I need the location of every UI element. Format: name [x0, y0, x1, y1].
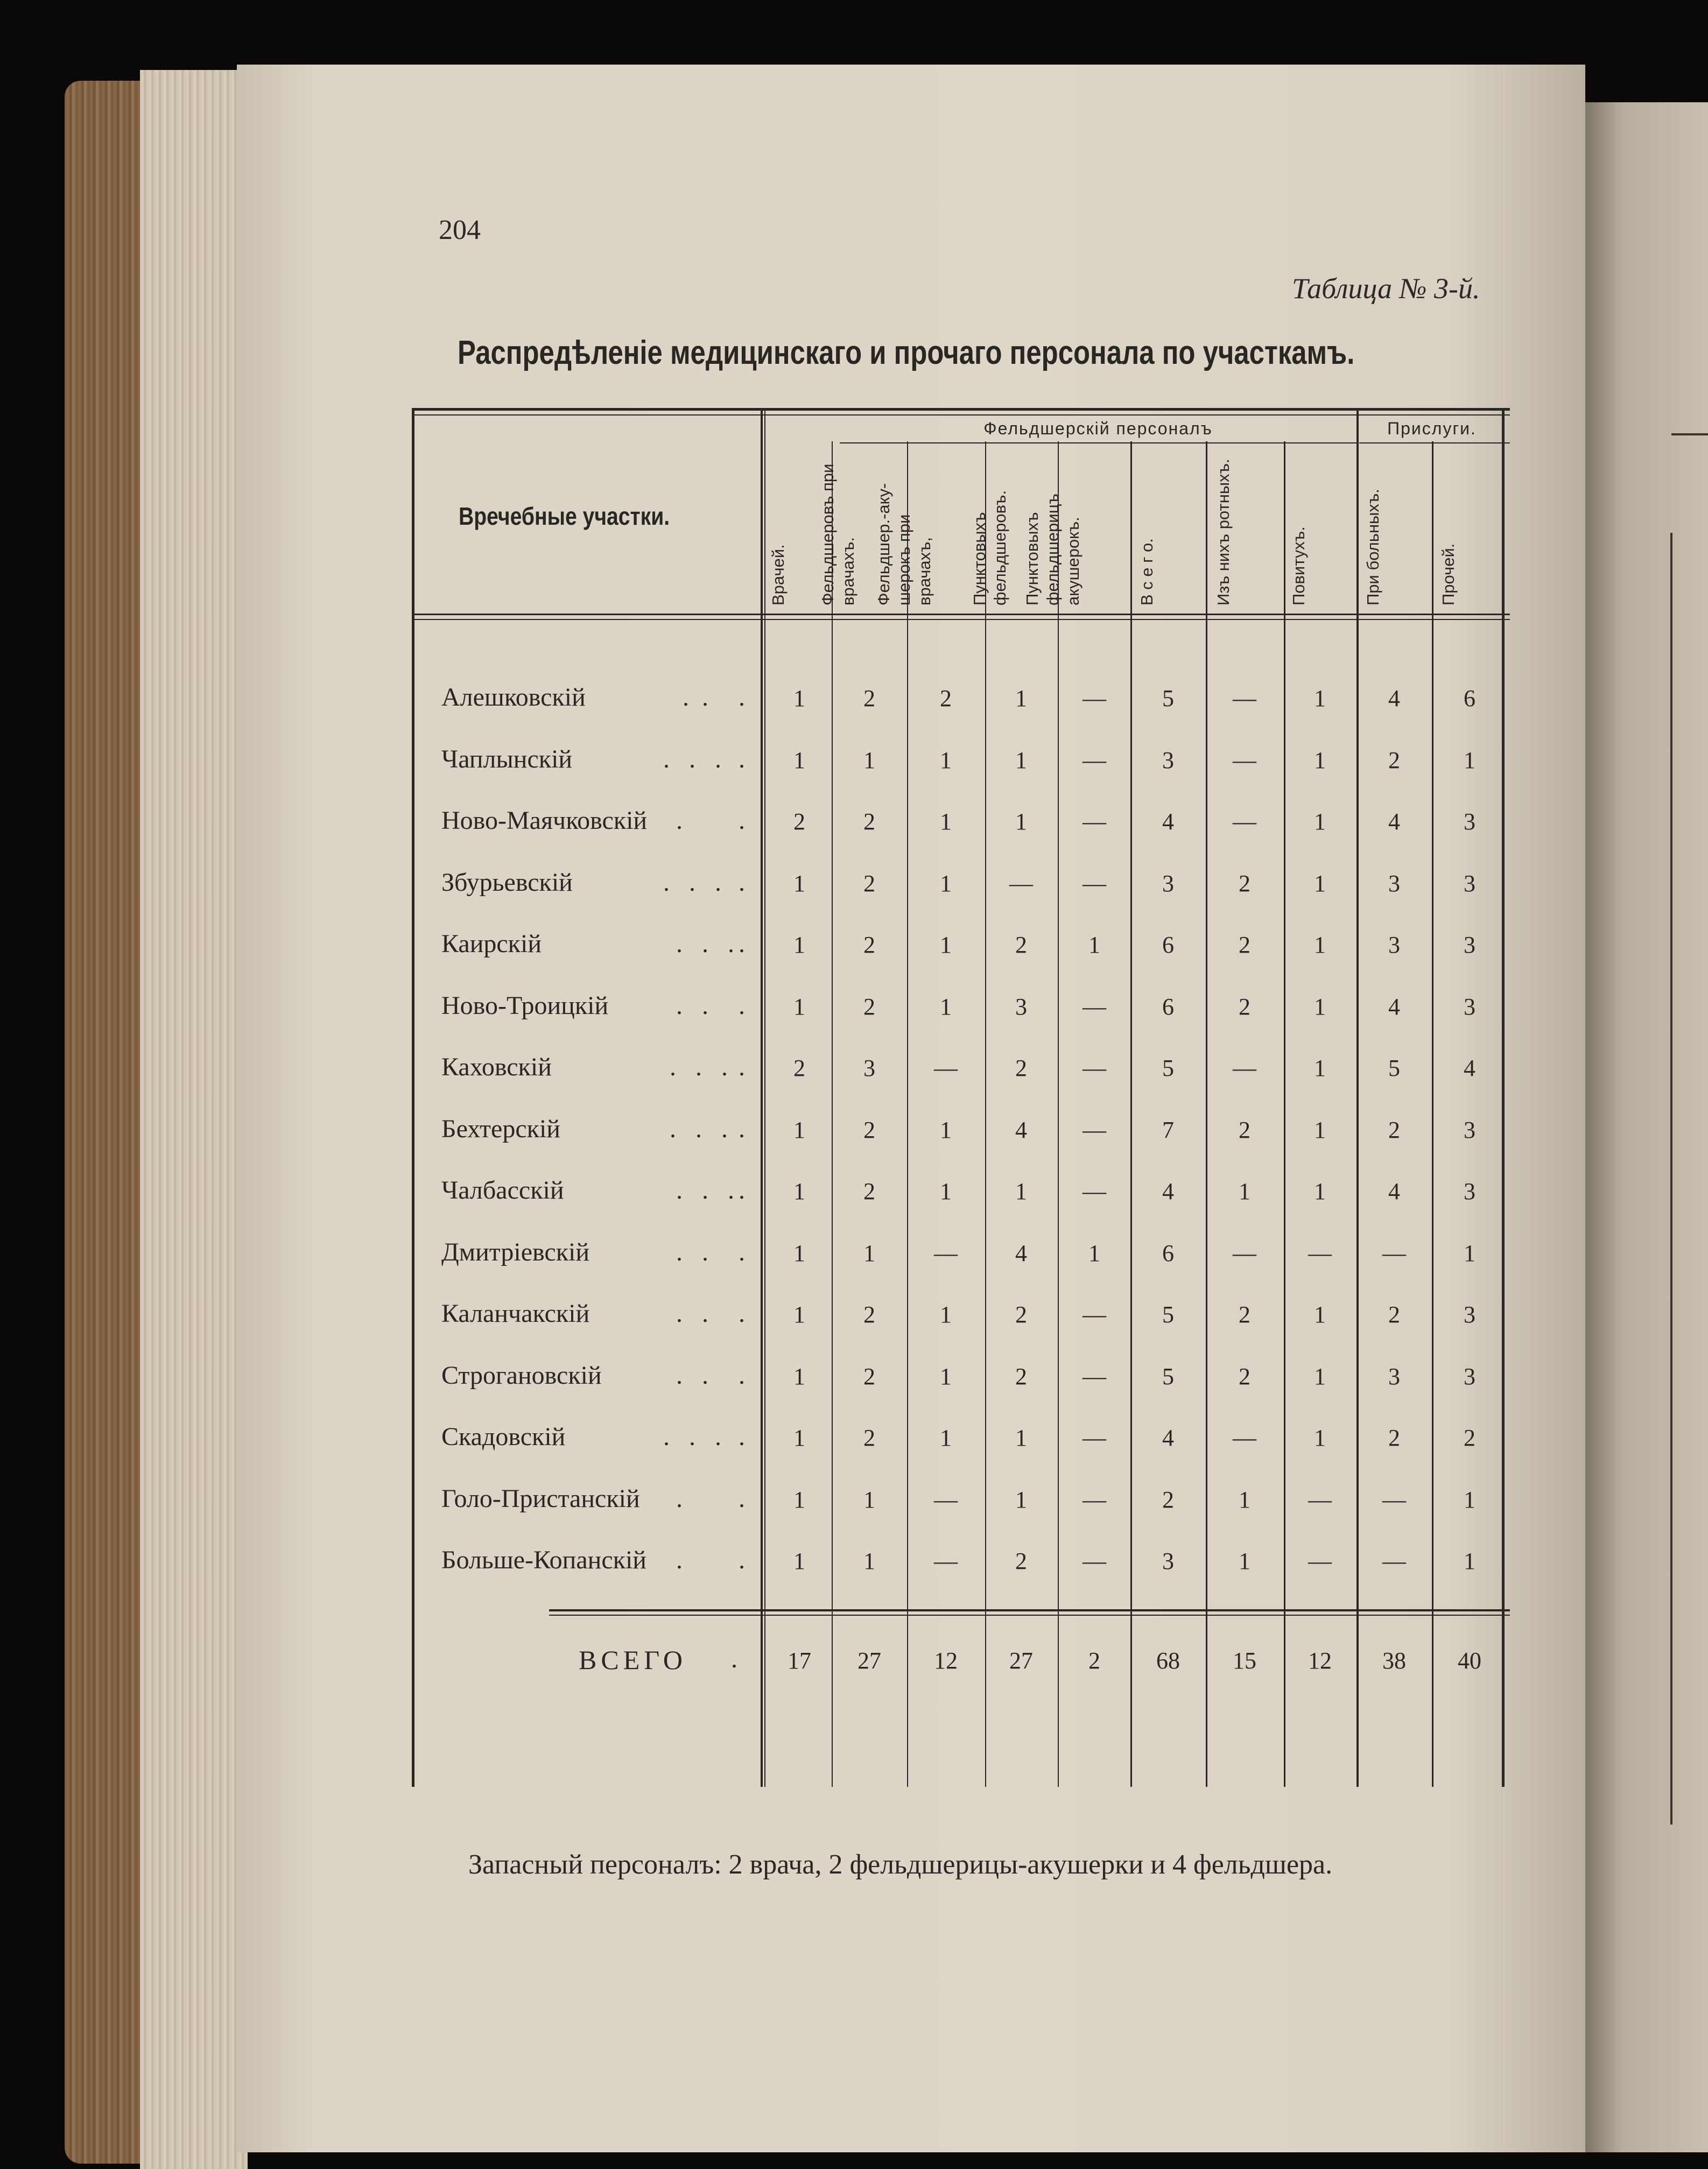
table-cell: 1: [940, 1301, 952, 1328]
table-cell: 1: [940, 1425, 952, 1451]
table-cell: 5: [1388, 1055, 1400, 1081]
leader-dot: .: [739, 868, 745, 897]
table-cell: 2: [1388, 1425, 1400, 1451]
table-cell: 1: [940, 1178, 952, 1205]
table-cell: —: [934, 1486, 958, 1513]
table-cell: 3: [1388, 870, 1400, 897]
total-cell: 38: [1382, 1647, 1406, 1674]
column-header-text: Фельдшер.-аку- шерокъ при врачахъ,: [874, 483, 934, 605]
leader-dots: . . .: [657, 929, 734, 958]
servants-group-header: Прислуги.: [1387, 419, 1477, 438]
table-cell: —: [1382, 1548, 1406, 1574]
table-cell: 1: [1314, 993, 1326, 1020]
table-cell: 1: [863, 1548, 875, 1574]
column-header-text: Прочей.: [1439, 543, 1458, 605]
district-name: Алешковскій: [441, 683, 586, 712]
table-cell: 3: [1388, 932, 1400, 958]
table-cell: —: [1083, 1363, 1106, 1390]
table-cell: 1: [1464, 1240, 1475, 1266]
table-cell: 1: [1464, 747, 1475, 773]
table-cell: 1: [1314, 1055, 1326, 1081]
district-name: Бехтерскій: [441, 1114, 560, 1143]
table-cell: 2: [863, 808, 875, 835]
table-cell: 1: [793, 747, 805, 773]
table-cell: —: [934, 1240, 958, 1266]
leader-dots: . . .: [657, 1053, 728, 1081]
table-cell: —: [1308, 1548, 1332, 1574]
table-cell: 2: [793, 808, 805, 835]
leader-dots: . .: [657, 1299, 708, 1328]
table-cell: —: [1083, 1301, 1106, 1328]
table-cell: 2: [863, 1116, 875, 1143]
table-cell: 1: [793, 1301, 805, 1328]
table-cell: 2: [1239, 1363, 1250, 1390]
table-cell: 6: [1162, 932, 1174, 958]
table-cell: 1: [1464, 1548, 1475, 1574]
table-cell: 1: [1088, 1240, 1100, 1266]
leader-dot: .: [739, 1484, 745, 1513]
district-name: Каланчакскій: [441, 1299, 590, 1328]
total-cell: 17: [788, 1647, 811, 1674]
table-cell: 1: [793, 1240, 805, 1266]
table-cell: 1: [793, 1486, 805, 1513]
leader-dots: . .: [657, 991, 708, 1020]
table-cell: 2: [863, 932, 875, 958]
table-cell: 1: [1015, 1425, 1027, 1451]
table-cell: 2: [863, 1178, 875, 1205]
table-cell: 1: [1239, 1548, 1250, 1574]
table-cell: —: [1083, 1178, 1106, 1205]
table-cell: 2: [1015, 1548, 1027, 1574]
table-cell: 2: [863, 1363, 875, 1390]
table-cell: 4: [1162, 808, 1174, 835]
table-cell: 2: [1015, 1363, 1027, 1390]
next-page-rule: [1671, 433, 1708, 435]
column-header-text: Врачей.: [769, 544, 788, 605]
table-cell: 3: [1464, 1301, 1475, 1328]
table-cell: 2: [1239, 870, 1250, 897]
table-cell: 3: [1464, 993, 1475, 1020]
table-cell: 1: [940, 1363, 952, 1390]
table-cell: 1: [1239, 1178, 1250, 1205]
table-cell: 1: [1088, 932, 1100, 958]
table-cell: 4: [1388, 1178, 1400, 1205]
leader-dot: .: [739, 1299, 745, 1328]
table-cell: —: [1233, 1425, 1256, 1451]
table-cell: —: [1233, 1055, 1256, 1081]
table-cell: 3: [1464, 1116, 1475, 1143]
table-cell: 1: [1314, 1425, 1326, 1451]
column-header-text: Фельдшеровъ при врачахъ.: [818, 463, 857, 605]
table-cell: 3: [1464, 1178, 1475, 1205]
total-cell: 12: [934, 1647, 958, 1674]
leader-dot: .: [739, 991, 745, 1020]
table-cell: 2: [1239, 1116, 1250, 1143]
total-cell: 15: [1233, 1647, 1256, 1674]
table-cell: 2: [863, 1425, 875, 1451]
table-cell: 1: [863, 1240, 875, 1266]
table-cell: 3: [1162, 1548, 1174, 1574]
total-cell: 68: [1156, 1647, 1180, 1674]
table-cell: 3: [1162, 870, 1174, 897]
table-cell: 4: [1388, 808, 1400, 835]
table-cell: —: [1233, 1240, 1256, 1266]
leader-dots: . . .: [657, 868, 721, 897]
table-cell: —: [1233, 808, 1256, 835]
table-cell: —: [1083, 685, 1106, 712]
table-cell: 1: [1239, 1486, 1250, 1513]
table-cell: —: [934, 1055, 958, 1081]
district-name: Чаплынскій: [441, 744, 573, 773]
leader-dot: .: [739, 1422, 745, 1451]
table-cell: 1: [1015, 1178, 1027, 1205]
column-header-text: Изъ нихъ ротныхъ.: [1214, 459, 1233, 605]
table-number: Таблица № 3-й.: [1292, 272, 1480, 305]
leader-dot: .: [739, 1237, 745, 1266]
table-cell: 2: [863, 870, 875, 897]
leader-dots: .: [657, 806, 683, 835]
feldsher-group-header: Фельдшерскій персоналъ: [983, 419, 1213, 438]
table-cell: —: [1308, 1486, 1332, 1513]
page-stack: [140, 70, 248, 2169]
district-name: Строгановскій: [441, 1361, 602, 1390]
district-name: Дмитріевскій: [441, 1237, 590, 1266]
district-name: Ново-Троицкій: [441, 991, 609, 1020]
footnote: Запасный персоналъ: 2 врача, 2 фельдшерицы-акушерки и 4 фельдшера.: [468, 1849, 1333, 1880]
table-cell: 1: [940, 993, 952, 1020]
table-cell: 4: [1388, 993, 1400, 1020]
table-cell: 1: [1314, 808, 1326, 835]
table-cell: 2: [1015, 1055, 1027, 1081]
table-cell: 2: [863, 685, 875, 712]
table-cell: 1: [863, 1486, 875, 1513]
district-name: Каирскій: [441, 929, 542, 958]
table-cell: 3: [1464, 932, 1475, 958]
table-cell: —: [1083, 1548, 1106, 1574]
table-cell: 1: [793, 993, 805, 1020]
table-cell: 3: [1162, 747, 1174, 773]
table-cell: 4: [1388, 685, 1400, 712]
table-cell: 5: [1162, 1363, 1174, 1390]
column-header-text: При больныхъ.: [1363, 489, 1382, 605]
district-name: Ново-Маячковскій: [441, 806, 648, 835]
table-cell: —: [1083, 993, 1106, 1020]
table-cell: 2: [1239, 993, 1250, 1020]
total-dots: .: [731, 1645, 737, 1673]
table-cell: 5: [1162, 1301, 1174, 1328]
table-cell: 1: [1314, 870, 1326, 897]
table-cell: 6: [1162, 1240, 1174, 1266]
table-cell: 3: [863, 1055, 875, 1081]
table-cell: —: [1083, 1055, 1106, 1081]
leader-dot: .: [739, 683, 745, 712]
table-cell: 4: [1162, 1425, 1174, 1451]
table-cell: 1: [940, 870, 952, 897]
total-cell: 12: [1308, 1647, 1332, 1674]
document-title: Распредѣленіе медицинскаго и прочаго персонала по участкамъ.: [458, 334, 1355, 371]
column-header-text: Пунктовыхъ фельдшерицъ акушерокъ.: [1023, 494, 1083, 605]
table-cell: 2: [1388, 1301, 1400, 1328]
total-cell: 2: [1088, 1647, 1100, 1674]
table-cell: 2: [793, 1055, 805, 1081]
next-page: [1585, 102, 1708, 2152]
table-cell: 1: [1314, 747, 1326, 773]
table-cell: —: [1382, 1486, 1406, 1513]
table-cell: 3: [1388, 1363, 1400, 1390]
leader-dot: .: [739, 1546, 745, 1574]
table-cell: 1: [793, 932, 805, 958]
table-cell: 1: [1015, 808, 1027, 835]
book-page: [237, 65, 1585, 2152]
district-name: Каховскій: [441, 1053, 552, 1081]
table-cell: 1: [1314, 1363, 1326, 1390]
table-cell: 1: [1464, 1486, 1475, 1513]
table-cell: 1: [793, 1548, 805, 1574]
leader-dots: . . .: [657, 744, 721, 773]
district-name: Чалбасскій: [441, 1176, 564, 1205]
table-cell: 2: [940, 685, 952, 712]
column-header-text: Пунктовыхъ фельдшеровъ.: [970, 490, 1009, 605]
table-cell: 2: [1015, 1301, 1027, 1328]
table-cell: —: [1308, 1240, 1332, 1266]
leader-dot: .: [739, 929, 745, 958]
table-cell: —: [1233, 747, 1256, 773]
table-cell: 1: [1015, 1486, 1027, 1513]
table-cell: —: [1083, 1425, 1106, 1451]
total-cell: 27: [1009, 1647, 1033, 1674]
leader-dot: .: [739, 1053, 745, 1081]
leader-dots: .: [657, 1546, 683, 1574]
table-cell: 6: [1464, 685, 1475, 712]
table-cell: 2: [1162, 1486, 1174, 1513]
leader-dot: .: [739, 1361, 745, 1390]
leader-dots: .: [657, 1484, 683, 1513]
leader-dot: .: [739, 744, 745, 773]
table-cell: 5: [1162, 685, 1174, 712]
column-header-text: В с е г о.: [1137, 538, 1156, 605]
total-cell: 40: [1458, 1647, 1481, 1674]
table-cell: 1: [1314, 685, 1326, 712]
district-name: Збурьевскій: [441, 868, 573, 897]
column-header-text: Повитухъ.: [1289, 526, 1308, 605]
table-cell: 2: [1464, 1425, 1475, 1451]
table-cell: 1: [940, 1116, 952, 1143]
leader-dots: . .: [657, 683, 708, 712]
table-cell: 4: [1162, 1178, 1174, 1205]
table-cell: 4: [1015, 1240, 1027, 1266]
table-cell: —: [1083, 808, 1106, 835]
table-cell: 5: [1162, 1055, 1174, 1081]
table-cell: —: [934, 1548, 958, 1574]
total-label: ВСЕГО: [579, 1645, 687, 1675]
table-cell: 1: [1314, 1178, 1326, 1205]
table-cell: 1: [940, 747, 952, 773]
table-cell: 2: [1239, 1301, 1250, 1328]
table-cell: 1: [1314, 1116, 1326, 1143]
table-cell: 1: [1015, 747, 1027, 773]
table-cell: —: [1083, 747, 1106, 773]
leader-dots: . . .: [657, 1176, 734, 1205]
table-cell: 1: [1314, 932, 1326, 958]
leader-dot: .: [739, 1114, 745, 1143]
leader-dot: .: [739, 806, 745, 835]
table-cell: 2: [1388, 747, 1400, 773]
table-cell: 1: [863, 747, 875, 773]
table-cell: —: [1009, 870, 1033, 897]
district-column-header: Вречебные участки.: [459, 502, 670, 530]
table-cell: 3: [1464, 870, 1475, 897]
table-cell: 1: [793, 1178, 805, 1205]
table-cell: —: [1233, 685, 1256, 712]
table-cell: 1: [1015, 685, 1027, 712]
page-number: 204: [439, 215, 481, 245]
table-cell: 4: [1015, 1116, 1027, 1143]
table-cell: 3: [1464, 1363, 1475, 1390]
table-cell: 2: [1015, 932, 1027, 958]
total-cell: 27: [857, 1647, 881, 1674]
leader-dots: . . .: [657, 1114, 728, 1143]
next-page-rule: [1670, 533, 1672, 1825]
table-cell: 6: [1162, 993, 1174, 1020]
table-cell: 1: [940, 932, 952, 958]
table-cell: 1: [793, 1116, 805, 1143]
table-cell: 2: [863, 1301, 875, 1328]
leader-dot: .: [739, 1176, 745, 1205]
table-cell: —: [1083, 1116, 1106, 1143]
leader-dots: . .: [657, 1237, 708, 1266]
table-cell: 4: [1464, 1055, 1475, 1081]
leader-dots: . . .: [657, 1422, 721, 1451]
table-cell: —: [1083, 1486, 1106, 1513]
table-cell: 2: [1388, 1116, 1400, 1143]
table-cell: 3: [1015, 993, 1027, 1020]
table-cell: 1: [940, 808, 952, 835]
table-cell: 7: [1162, 1116, 1174, 1143]
district-name: Голо-Пристанскій: [441, 1484, 640, 1513]
table-cell: 1: [793, 1363, 805, 1390]
table-cell: 2: [1239, 932, 1250, 958]
leader-dots: . .: [657, 1361, 708, 1390]
table-cell: 1: [793, 1425, 805, 1451]
table-cell: 1: [793, 685, 805, 712]
table-cell: —: [1083, 870, 1106, 897]
table-cell: —: [1382, 1240, 1406, 1266]
district-name: Больше-Копанскій: [441, 1546, 646, 1574]
table-cell: 1: [793, 870, 805, 897]
table-cell: 2: [863, 993, 875, 1020]
table-cell: 1: [1314, 1301, 1326, 1328]
district-name: Скадовскій: [441, 1422, 566, 1451]
table-cell: 3: [1464, 808, 1475, 835]
